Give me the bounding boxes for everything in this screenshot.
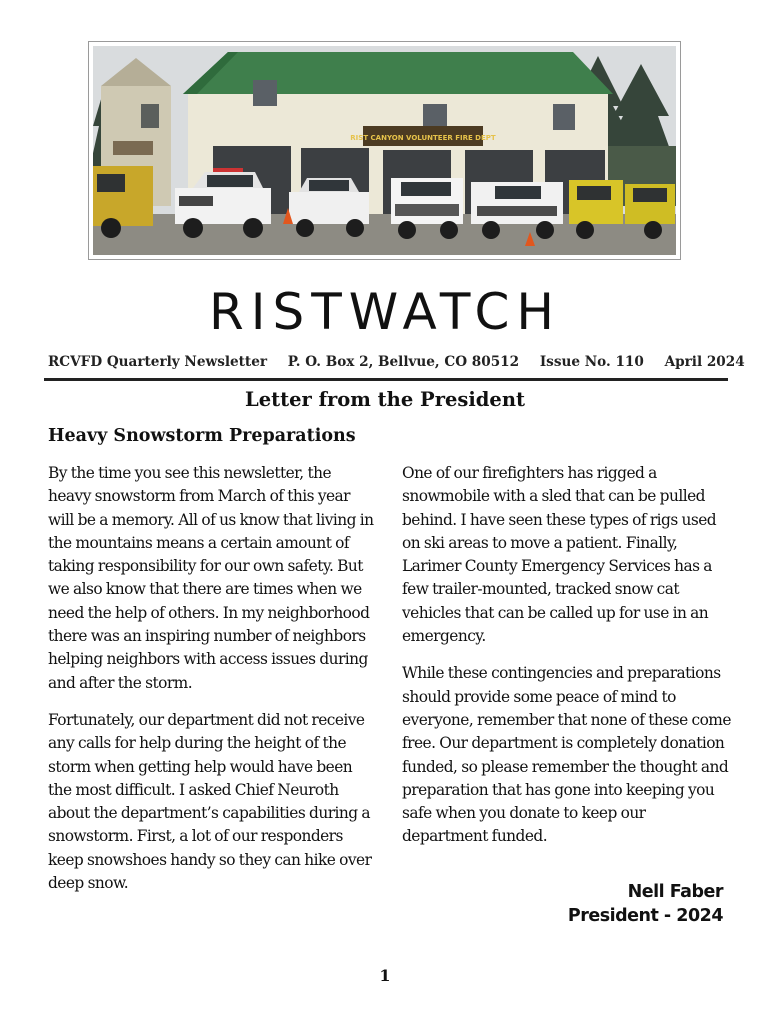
fire-station-illustration (93, 46, 676, 255)
page-number: 1 (379, 966, 391, 985)
section-title: Letter from the President (244, 388, 526, 411)
article-title: Heavy Snowstorm Preparations (48, 426, 356, 446)
article-paragraph: By the time you see this newsletter, the heavy snowstorm from March of this year will be a memory. All of us know that living in the mountains means a certain amount of taking responsibility for our own safety. But we also know that there are times when we need the help of others. In my neighborhood there was an inspiring number of neighbors helping neighbors with access issues during and after the storm. (48, 464, 374, 692)
article-right-column (402, 462, 732, 863)
article-paragraph: Fortunately, our department did not receive any calls for help during the height of the storm when getting help would have been the most difficult. I asked Chief Neuroth about the department’s capabilities during a snowstorm. First, a lot of our responders keep snowshoes handy so they can hike over deep snow. (48, 710, 372, 893)
signature-title: President - 2024 (567, 906, 723, 926)
newsletter-masthead: RISTWATCH (209, 283, 561, 341)
article-paragraph: While these contingencies and preparations should provide some peace of mind to everyone, remember that none of these come free. Our department is completely donation funded, so please remember the thought and preparation that has gone into keeping you safe when you donate to keep our department funded. (402, 664, 731, 846)
article-paragraph: One of our firefighters has rigged a snowmobile with a sled that can be pulled behind. I have seen these types of rigs used on ski areas to move a patient. Finally, Larimer County Emergency Services has a few trailer-mounted, tracked snow cat vehicles that can be called up for use in an emergency. (402, 464, 717, 646)
newsletter-name: RCVFD Quarterly Newsletter (48, 354, 268, 370)
newsletter-meta-line (48, 354, 745, 370)
station-roof (183, 52, 613, 94)
header-divider (44, 378, 728, 381)
article-left-column (48, 462, 376, 909)
station-sign-text: RIST CANYON VOLUNTEER FIRE DEPT (350, 134, 496, 142)
issue-date: April 2024 (664, 354, 745, 370)
signature-name: Nell Faber (627, 882, 723, 902)
fire-station-photo (88, 41, 681, 260)
signature-block (568, 880, 723, 928)
issue-number: Issue No. 110 (539, 354, 644, 370)
mailing-address: P. O. Box 2, Bellvue, CO 80512 (287, 354, 520, 370)
